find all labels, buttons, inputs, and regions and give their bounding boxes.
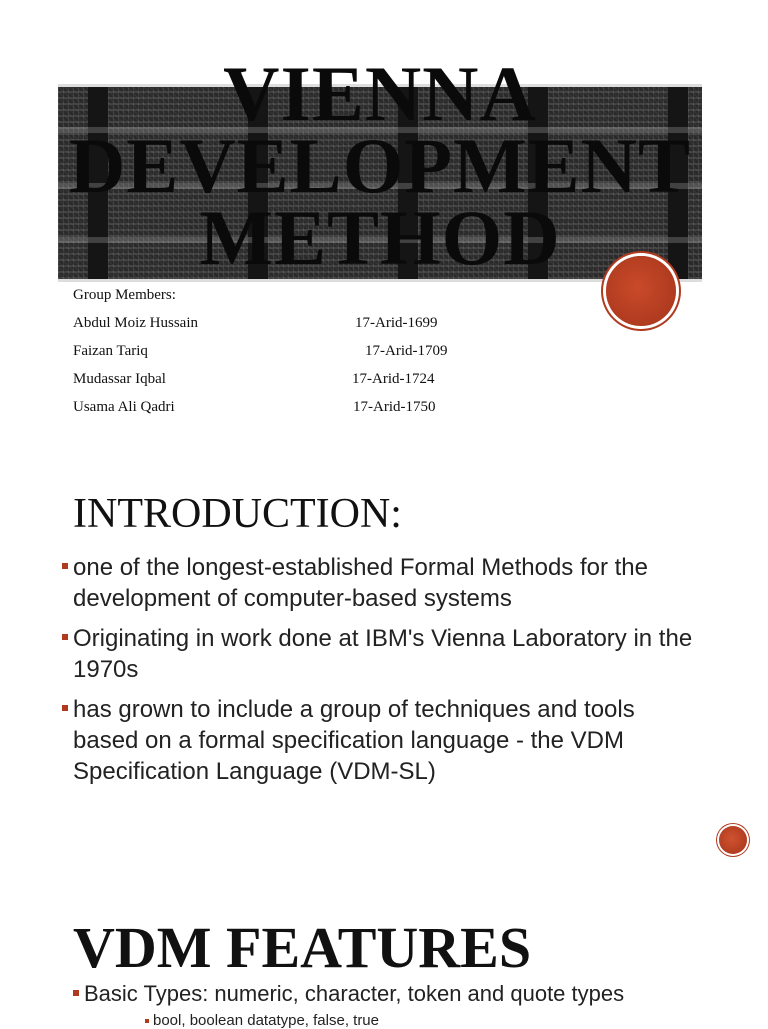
title-line-2: DEVELOPMENT	[68, 122, 692, 209]
bullet-text: has grown to include a group of techniques and tools based on a formal specification language - the VDM Specification Language (VDM-SL)	[73, 696, 635, 785]
sub-bullet-text: bool, boolean datatype, false, true	[153, 1012, 379, 1029]
introduction-slide	[0, 470, 768, 870]
member-id: 17-Arid-1724	[352, 371, 435, 387]
title-line-1: VIENNA	[223, 50, 537, 137]
members-heading: Group Members:	[73, 287, 176, 303]
bullet-text: Originating in work done at IBM's Vienna Laboratory in the 1970s	[73, 625, 693, 683]
member-name: Usama Ali Qadri	[73, 399, 175, 415]
bullet-item	[62, 623, 702, 685]
member-name: Faizan Tariq	[73, 343, 148, 359]
bullet-list	[62, 552, 702, 796]
sub-bullet-item	[145, 1012, 379, 1029]
bullet-item	[73, 980, 624, 1008]
member-id: 17-Arid-1750	[353, 399, 436, 415]
bullet-item	[62, 552, 702, 614]
slide-title: INTRODUCTION:	[73, 491, 402, 537]
slide-title	[58, 50, 702, 281]
bullet-text: Basic Types: numeric, character, token and quote types	[84, 981, 625, 1006]
bullet-text: one of the longest-established Formal Methods for the development of computer-based systems	[73, 554, 648, 612]
member-id: 17-Arid-1709	[365, 343, 448, 359]
bullet-square-icon	[73, 990, 79, 996]
bullet-square-icon	[62, 563, 68, 569]
bullet-square-icon	[62, 705, 68, 711]
decorative-circle	[719, 826, 747, 854]
decorative-circle	[606, 256, 676, 326]
bullet-square-icon	[62, 634, 68, 640]
member-name: Mudassar Iqbal	[73, 371, 166, 387]
bullet-square-icon	[145, 1019, 149, 1023]
title-line-3: METHOD	[199, 194, 561, 281]
features-slide	[0, 900, 768, 1029]
member-name: Abdul Moiz Hussain	[73, 315, 198, 331]
bullet-item	[62, 694, 702, 787]
member-id: 17-Arid-1699	[355, 315, 438, 331]
bullet-list	[73, 980, 624, 1012]
title-slide	[0, 0, 768, 430]
slide-title: VDM FEATURES	[73, 915, 532, 980]
